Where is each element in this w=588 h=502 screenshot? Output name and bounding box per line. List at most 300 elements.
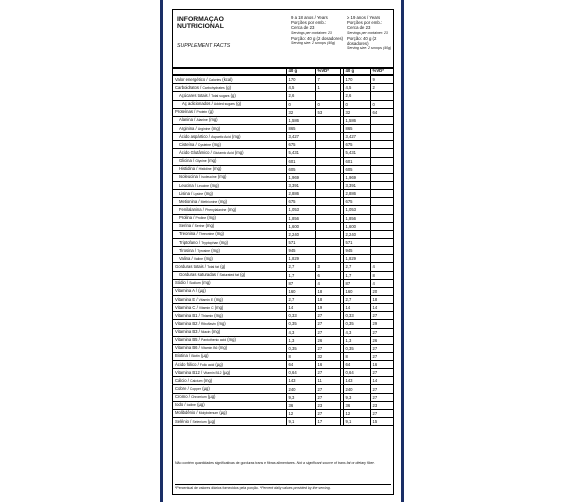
table-row: [173, 238, 393, 246]
nutrient-unit: (µg): [207, 394, 216, 400]
amount-19-plus: 2,7: [343, 263, 370, 271]
amount-19-plus: 1,829: [343, 255, 370, 263]
amount-19-plus: 4,3: [343, 328, 370, 336]
table-row: [173, 255, 393, 263]
nutrient-table: [173, 67, 393, 426]
nutrient-label-pt: Biotina /: [175, 353, 191, 359]
age-range: 9 a 18 anos / Years: [291, 15, 328, 20]
nutrient-label-en: Cysteine: [197, 142, 212, 147]
footnote-en: Not a significant source of trans fat or dietary fiber.: [296, 461, 375, 465]
nutrient-label-en: Protein: [196, 110, 208, 115]
amount-19-plus: 1,969: [343, 173, 370, 181]
dv-9-18: [315, 214, 340, 222]
amount-9-18: 3,427: [286, 133, 315, 141]
dv-19-plus: 27: [370, 393, 393, 401]
amount-9-18: 8: [286, 352, 315, 360]
nutrient-label-pt: Prolina /: [179, 215, 195, 221]
nutrient-unit: (g): [230, 92, 236, 98]
nutrient-label-pt: Açúcares totais /: [179, 92, 210, 98]
amount-9-18: 12: [286, 409, 315, 417]
amount-9-18: 945: [286, 247, 315, 255]
amount-9-18: 2,7: [286, 295, 315, 303]
amount-19-plus: 1,600: [343, 222, 370, 230]
amount-9-18: 2,7: [286, 263, 315, 271]
dv-9-18: [315, 247, 340, 255]
amount-19-plus: 1,3: [343, 336, 370, 344]
amount-9-18: 1,586: [286, 116, 315, 124]
portions-value: Cerca de 23: [347, 25, 371, 31]
nutrient-label-pt: Vitamina C /: [175, 304, 198, 310]
dv-9-18: 1: [315, 84, 340, 92]
portions-value: Cerca de 23: [291, 25, 315, 31]
nutrient-label-pt: Glicina /: [179, 158, 195, 164]
amount-9-18: 605: [286, 165, 315, 173]
table-row: [173, 279, 393, 287]
nutrient-label-pt: Vitamina B1 /: [175, 312, 200, 318]
dv-19-plus: 27: [370, 344, 393, 352]
nutrient-label-en: Methionine: [200, 199, 218, 204]
nutrient-unit: (mg): [208, 117, 218, 123]
dv-9-18: 26: [315, 336, 340, 344]
table-row: [173, 247, 393, 255]
table-row: [173, 328, 393, 336]
dv-19-plus: 9: [370, 75, 393, 84]
nutrient-name: [173, 409, 286, 417]
nutrient-label-pt: Vitamina B3 /: [175, 329, 200, 335]
nutrient-name: [173, 320, 286, 328]
dv-9-18: 27: [315, 393, 340, 401]
dv-19-plus: 27: [370, 409, 393, 417]
nutrient-unit: (mg): [205, 223, 215, 229]
dv-19-plus: 27: [370, 369, 393, 377]
nutrient-label-en: Iodine: [186, 403, 196, 408]
nutrient-name: [173, 385, 286, 393]
nutrient-unit: (µg): [222, 369, 231, 375]
nutrient-label-en: Glycine: [195, 159, 207, 164]
table-row: [173, 92, 393, 100]
dv-19-plus: 4: [370, 263, 393, 271]
amount-19-plus: 865: [343, 124, 370, 132]
amount-19-plus: 1,7: [343, 271, 370, 279]
nutrient-label-en: Copper: [189, 387, 202, 392]
nutrient-label-en: Sodium: [189, 281, 201, 286]
amount-9-18: 14: [286, 304, 315, 312]
dv-9-18: 18: [315, 295, 340, 303]
amount-9-18: 0,33: [286, 312, 315, 320]
dv-9-18: 7: [315, 75, 340, 84]
nutrient-name: [173, 84, 286, 92]
nutrient-label-pt: Cálcio /: [175, 377, 189, 383]
footnote-pt: *Percentual de valores diários fornecidos pela porção.: [175, 486, 259, 490]
dv-19-plus: [370, 255, 393, 263]
nutrient-unit: (mg): [218, 198, 228, 204]
dv-19-plus: 27: [370, 352, 393, 360]
nutrient-label-en: Added sugars: [213, 102, 235, 107]
table-row: [173, 100, 393, 108]
dv-19-plus: [370, 230, 393, 238]
nutrient-unit: (g): [240, 272, 246, 278]
nutrient-label-pt: Gorduras saturadas /: [179, 272, 219, 278]
dv-19-plus: [370, 124, 393, 132]
nutrient-unit: (mg): [214, 312, 223, 318]
amount-19-plus: 5,431: [343, 149, 370, 157]
dv-9-18: 17: [315, 418, 340, 426]
dv-9-18: 27: [315, 312, 340, 320]
amount-9-18: 4,5: [286, 84, 315, 92]
amount-19-plus: 0,64: [343, 369, 370, 377]
nutrient-label-en: Glutamic Acid: [213, 150, 234, 155]
amount-9-18: 675: [286, 198, 315, 206]
header-dv-2: %VD*: [370, 67, 393, 75]
amount-19-plus: 32: [343, 108, 370, 116]
dv-19-plus: 4: [370, 279, 393, 287]
nutrient-label-en: Histidine: [198, 167, 212, 172]
amount-9-18: 601: [286, 157, 315, 165]
nutrient-label-en: Calcium: [190, 378, 203, 383]
portions-label: Porções por emb.:: [347, 20, 383, 26]
table-row: [173, 198, 393, 206]
table-row: [173, 133, 393, 141]
amount-19-plus: 240: [343, 385, 370, 393]
amount-9-18: 64: [286, 361, 315, 369]
nutrient-label-en: Thiamin: [201, 313, 214, 318]
header-amount-1: 40 g: [286, 67, 315, 75]
nutrient-unit: (mg): [203, 377, 213, 383]
amount-9-18: 1,7: [286, 271, 315, 279]
table-row: [173, 157, 393, 165]
nutrient-label-pt: Gorduras totais /: [175, 263, 206, 269]
dv-9-18: 32: [315, 352, 340, 360]
table-row: [173, 181, 393, 189]
dv-9-18: [315, 181, 340, 189]
nutrient-name: [173, 149, 286, 157]
amount-19-plus: 2,7: [343, 295, 370, 303]
amount-19-plus: 605: [343, 165, 370, 173]
dv-19-plus: 18: [370, 295, 393, 303]
nutrient-label-en: Lysine: [193, 191, 204, 196]
dv-9-18: [315, 222, 340, 230]
table-row: [173, 401, 393, 409]
nutrient-unit: (mg): [227, 337, 236, 343]
dv-19-plus: [370, 149, 393, 157]
nutrient-unit: (mg): [217, 174, 227, 180]
nutrient-unit: (g): [236, 101, 242, 107]
nutrient-label-pt: Vitamina E /: [175, 296, 198, 302]
dv-19-plus: [370, 181, 393, 189]
nutrient-label-pt: Triptofano /: [179, 239, 201, 245]
amount-9-18: 1,856: [286, 214, 315, 222]
dv-19-plus: [370, 222, 393, 230]
nutrient-label-en: Leucine: [197, 183, 210, 188]
nutrient-name: [173, 173, 286, 181]
age-range: ≥ 19 anos / Years: [347, 15, 381, 20]
amount-9-18: 32: [286, 108, 315, 116]
table-row: [173, 230, 393, 238]
amount-19-plus: 2,6: [343, 92, 370, 100]
table-row: [173, 165, 393, 173]
amount-9-18: 2,6: [286, 92, 315, 100]
dv-9-18: 3: [315, 263, 340, 271]
dv-9-18: 27: [315, 385, 340, 393]
table-row: [173, 385, 393, 393]
nutrient-unit: (mg): [204, 255, 213, 261]
table-row: [173, 409, 393, 417]
nutrient-label-en: Molybdenum: [198, 411, 219, 416]
nutrient-name: [173, 198, 286, 206]
nutrient-name: [173, 369, 286, 377]
portion-size: Porção: 40 g (2 dosadores): [291, 35, 344, 41]
dv-19-plus: 29: [370, 320, 393, 328]
dv-9-18: [315, 92, 340, 100]
dv-19-plus: 27: [370, 312, 393, 320]
nutrient-label-en: Saturated fat: [219, 273, 239, 278]
table-row: [173, 320, 393, 328]
dv-9-18: 27: [315, 320, 340, 328]
amount-9-18: 571: [286, 238, 315, 246]
nutrient-name: [173, 328, 286, 336]
amount-19-plus: 9,3: [343, 393, 370, 401]
nutrient-label-pt: Vitamina B12 /: [175, 369, 203, 375]
nutrient-label-pt: Alanina /: [179, 117, 196, 123]
nutrient-name: [173, 418, 286, 426]
nutrient-label-pt: Lisina /: [179, 190, 193, 196]
amount-19-plus: 87: [343, 279, 370, 287]
amount-19-plus: 0: [343, 100, 370, 108]
nutrient-unit: (mg): [210, 182, 219, 188]
nutrient-unit: (mg): [211, 125, 221, 131]
nutrient-unit: (µg): [200, 353, 209, 359]
nutrient-name: [173, 238, 286, 246]
table-row: [173, 369, 393, 377]
facts-header: [173, 10, 393, 69]
amount-9-18: 9,3: [286, 393, 315, 401]
table-row: [173, 116, 393, 124]
dv-9-18: 4: [315, 279, 340, 287]
header-blank: [173, 67, 286, 75]
dv-9-18: [315, 116, 340, 124]
amount-19-plus: 1,053: [343, 206, 370, 214]
nutrient-label-en: Vitamin C: [198, 305, 214, 310]
nutrient-name: [173, 124, 286, 132]
amount-19-plus: 3,427: [343, 133, 370, 141]
nutrient-name: [173, 263, 286, 271]
dv-19-plus: 2: [370, 84, 393, 92]
amount-19-plus: 0,33: [343, 312, 370, 320]
dv-9-18: [315, 141, 340, 149]
amount-9-18: 0: [286, 100, 315, 108]
amount-19-plus: 945: [343, 247, 370, 255]
nutrient-label-en: Chromium: [191, 395, 207, 400]
nutrient-unit: (µg): [202, 386, 210, 392]
amount-19-plus: 1,586: [343, 116, 370, 124]
amount-9-18: 0,35: [286, 320, 315, 328]
nutrient-label-pt: Arginina /: [179, 125, 197, 131]
nutrient-label-en: Selenium: [192, 419, 207, 424]
dv-19-plus: [370, 198, 393, 206]
dv-19-plus: 15: [370, 418, 393, 426]
table-row: [173, 271, 393, 279]
nutrient-unit: (mg): [214, 296, 223, 302]
nutrient-name: [173, 92, 286, 100]
nutrient-name: [173, 255, 286, 263]
amount-9-18: 2,240: [286, 230, 315, 238]
nutrient-label-en: Threonine: [198, 232, 215, 237]
nutrient-label-pt: Vitamina B2 /: [175, 320, 200, 326]
amount-9-18: 170: [286, 75, 315, 84]
amount-9-18: 160: [286, 287, 315, 295]
nutrient-label-pt: Histidina /: [179, 166, 198, 172]
nutrient-name: [173, 165, 286, 173]
dv-19-plus: [370, 92, 393, 100]
nutrient-label-en: Pantothenic acid: [201, 338, 227, 343]
nutrient-name: [173, 287, 286, 295]
nutrient-name: [173, 312, 286, 320]
nutrient-unit: (mg): [207, 158, 217, 164]
nutrient-label-pt: Ácido fólico /: [175, 361, 199, 367]
nutrient-name: [173, 222, 286, 230]
amount-9-18: 36: [286, 401, 315, 409]
dv-9-18: [315, 230, 340, 238]
amount-9-18: 9,1: [286, 418, 315, 426]
dv-9-18: [315, 133, 340, 141]
amount-9-18: 5,431: [286, 149, 315, 157]
serving-size-en: Serving size: 2 scoops (40g): [291, 41, 336, 46]
nutrient-unit: (mg): [211, 247, 220, 253]
nutrient-name: [173, 271, 286, 279]
nutrient-name: [173, 279, 286, 287]
amount-19-plus: 0,35: [343, 344, 370, 352]
amount-19-plus: 143: [343, 377, 370, 385]
amount-19-plus: 8: [343, 352, 370, 360]
dv-19-plus: 16: [370, 361, 393, 369]
dv-19-plus: 14: [370, 304, 393, 312]
portion-size: Porção: 40 g (2 dosadores): [347, 35, 377, 47]
dv-19-plus: [370, 133, 393, 141]
nutrient-label-pt: Metionina /: [179, 198, 200, 204]
nutrient-unit: (mg): [212, 141, 221, 147]
amount-19-plus: 170: [343, 75, 370, 84]
amount-19-plus: 571: [343, 238, 370, 246]
nutrient-label-en: Carbohydrates: [202, 85, 225, 90]
dv-9-18: 27: [315, 328, 340, 336]
nutrient-name: [173, 190, 286, 198]
nutrient-unit: (µg): [207, 418, 216, 424]
nutrient-label-pt: Carboidratos /: [175, 84, 202, 90]
nutrient-name: [173, 206, 286, 214]
nutrient-unit: (mg): [227, 206, 237, 212]
dv-9-18: [315, 165, 340, 173]
nutrient-label-pt: Treonina /: [179, 231, 198, 237]
nutrient-name: [173, 352, 286, 360]
nutrient-name: [173, 247, 286, 255]
dv-9-18: 16: [315, 361, 340, 369]
dv-9-18: [315, 124, 340, 132]
amount-9-18: 675: [286, 141, 315, 149]
table-row: [173, 312, 393, 320]
nutrient-name: [173, 133, 286, 141]
nutrient-name: [173, 181, 286, 189]
table-row: [173, 190, 393, 198]
nutrient-name: [173, 116, 286, 124]
nutrient-name: [173, 230, 286, 238]
nutrient-name: [173, 401, 286, 409]
nutrient-label-pt: Molibdênio /: [175, 410, 198, 416]
dv-9-18: 27: [315, 369, 340, 377]
dv-9-18: [315, 190, 340, 198]
nutrient-label-en: Biotin: [191, 354, 200, 359]
nutrient-name: [173, 336, 286, 344]
amount-19-plus: 14: [343, 304, 370, 312]
dv-19-plus: [370, 141, 393, 149]
nutrient-unit: (g): [220, 263, 226, 269]
nutrient-label-en: Serine: [194, 224, 205, 229]
nutrient-unit: (mg): [231, 133, 241, 139]
nutrient-label-pt: Proteínas /: [175, 109, 196, 115]
dv-19-plus: [370, 206, 393, 214]
nutrient-unit: (mg): [204, 190, 213, 196]
amount-9-18: 1,969: [286, 173, 315, 181]
nutrient-label-pt: Vitamina B5 /: [175, 337, 200, 343]
nutrition-facts-table: [172, 9, 394, 495]
nutrient-label-pt: Cromo /: [175, 394, 190, 400]
amount-9-18: 3,391: [286, 181, 315, 189]
nutrient-label-en: Niacin: [201, 330, 211, 335]
dv-9-18: 6: [315, 271, 340, 279]
amount-9-18: 0,35: [286, 344, 315, 352]
amount-19-plus: 2,886: [343, 190, 370, 198]
dv-19-plus: 20: [370, 287, 393, 295]
nutrient-unit: (mg): [214, 304, 224, 310]
amount-9-18: 143: [286, 377, 315, 385]
nutrient-label-pt: Ácido Glutâmico /: [179, 149, 212, 155]
table-row: [173, 295, 393, 303]
nutrient-label-en: Riboflavin: [201, 321, 216, 326]
nutrient-name: [173, 100, 286, 108]
nutrient-label-en: Tyrosine: [197, 248, 211, 253]
amount-19-plus: 160: [343, 287, 370, 295]
dv-9-18: 19: [315, 304, 340, 312]
amount-19-plus: 601: [343, 157, 370, 165]
amount-9-18: 0,64: [286, 369, 315, 377]
table-row: [173, 393, 393, 401]
nutrient-label-en: Phenylalanine: [205, 207, 227, 212]
amount-9-18: 1,829: [286, 255, 315, 263]
table-row: [173, 352, 393, 360]
table-row: [173, 361, 393, 369]
nutrient-label-pt: Leucina /: [179, 182, 196, 188]
nutrient-unit: (mg): [215, 231, 224, 237]
facts-title: INFORMAÇÃO NUTRICIONAL: [177, 16, 224, 31]
nutrient-unit: (g): [208, 109, 214, 115]
footnote-pt: Não contém quantidades significativas de gorduras trans e fibras alimentares.: [175, 461, 296, 465]
nutrient-unit: (mg): [219, 239, 229, 245]
dv-9-18: [315, 206, 340, 214]
dv-9-18: [315, 173, 340, 181]
dv-19-plus: 64: [370, 108, 393, 116]
nutrient-label-pt: Sódio /: [175, 280, 189, 286]
nutrient-label-en: Folic acid: [199, 362, 215, 367]
table-row: [173, 108, 393, 116]
footnote-trans-fat: [175, 461, 391, 465]
amount-9-18: 87: [286, 279, 315, 287]
nutrient-label-en: Total fat: [207, 264, 220, 269]
nutrient-label-pt: Isoleucina /: [179, 174, 201, 180]
serving-size-en: Serving size: 2 scoops (40g): [347, 46, 392, 51]
nutrient-label-en: Valine: [193, 256, 204, 261]
nutrient-unit: (mg): [234, 149, 244, 155]
table-row: [173, 84, 393, 92]
table-row: [173, 173, 393, 181]
